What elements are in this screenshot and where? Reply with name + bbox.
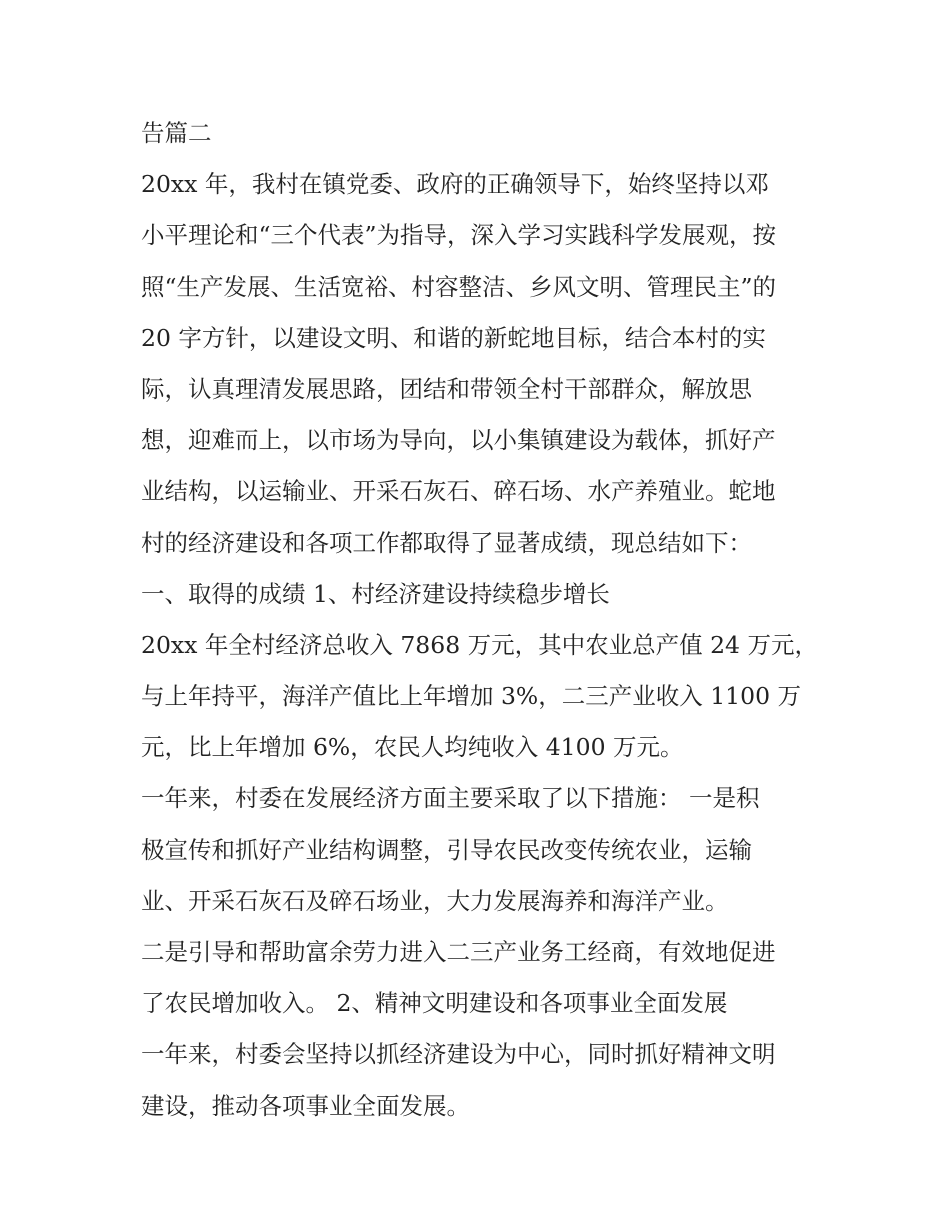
text-line: 想，迎难而上，以市场为导向，以小集镇建设为载体，抓好产 (141, 426, 776, 455)
text-line: 二是引导和帮助富余劳力进入二三产业务工经商，有效地促进 (141, 938, 776, 966)
text-line: 20xx 年，我村在镇党委、政府的正确领导下，始终坚持以邓 (141, 170, 769, 199)
section-heading: 告篇二 (141, 119, 212, 147)
text-line: 20xx 年全村经济总收入 7868 万元，其中农业总产值 24 万元， (141, 630, 818, 659)
text-line: 业结构，以运输业、开采石灰石、碎石场、水产养殖业。蛇地 (141, 477, 776, 506)
text-line: 一年来，村委会坚持以抓经济建设为中心，同时抓好精神文明 (141, 1040, 776, 1069)
text-line: 小平理论和“三个代表”为指导，深入学习实践科学发展观，按 (141, 221, 777, 250)
document-body (141, 108, 821, 1132)
text-line: 一年来，村委在发展经济方面主要采取了以下措施： 一是积 (141, 784, 760, 813)
text-line: 一、取得的成绩 1、村经济建设持续稳步增长 (141, 579, 610, 608)
text-line: 业、开采石灰石及碎石场业，大力发展海养和海洋产业。 (141, 886, 729, 915)
text-line: 极宣传和抓好产业结构调整，引导农民改变传统农业，运输 (141, 835, 752, 864)
text-line: 元，比上年增加 6%，农民人均纯收入 4100 万元。 (141, 733, 684, 762)
text-line: 际，认真理清发展思路，团结和带领全村干部群众，解放思 (141, 374, 752, 403)
text-line: 村的经济建设和各项工作都取得了显著成绩，现总结如下： (141, 528, 752, 557)
text-line: 了农民增加收入。 2、精神文明建设和各项事业全面发展 (141, 989, 728, 1018)
text-line: 与上年持平，海洋产值比上年增加 3%，二三产业收入 1100 万 (141, 682, 801, 711)
text-line: 20 字方针，以建设文明、和谐的新蛇地目标，结合本村的实 (141, 323, 766, 352)
text-line: 照“生产发展、生活宽裕、村容整洁、乡风文明、管理民主”的 (141, 272, 777, 301)
text-line: 建设，推动各项事业全面发展。 (141, 1091, 470, 1120)
